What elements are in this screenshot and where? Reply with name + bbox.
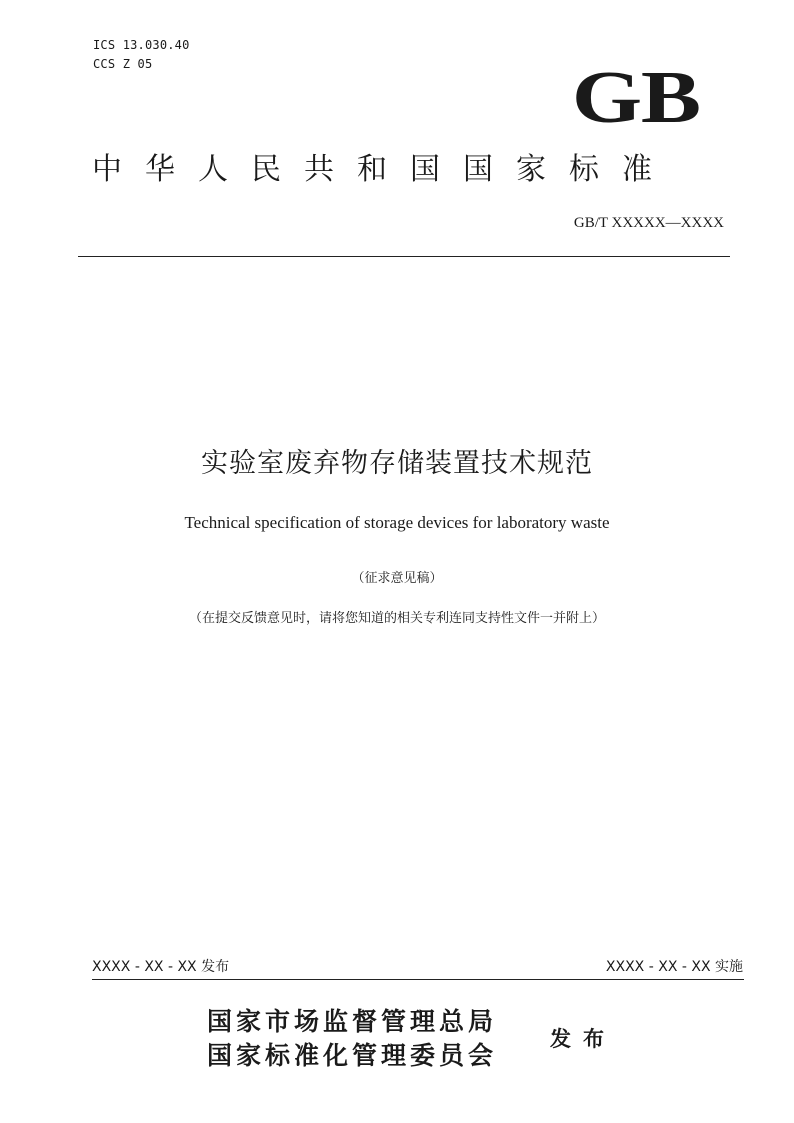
issuer-sac: 国家标准化管理委员会 — [207, 1041, 498, 1070]
publish-label: 发布 — [550, 1027, 616, 1051]
title-english: Technical specification of storage devices for laboratory waste — [184, 513, 610, 532]
standard-number: GB/T XXXXX—XXXX — [573, 215, 724, 231]
classification-codes — [93, 36, 190, 74]
ics-code: ICS 13.030.40 — [93, 38, 190, 52]
issuer-samr: 国家市场监督管理总局 — [207, 1007, 498, 1036]
nation-standard-heading: 中华人民共和国国家标准 — [92, 152, 675, 187]
title-chinese: 实验室废弃物存储装置技术规范 — [201, 448, 593, 479]
gb-logo: GB — [571, 57, 700, 139]
effective-date: XXXX - XX - XX 实施 — [605, 959, 743, 975]
ccs-code: CCS Z 05 — [93, 57, 153, 71]
issuing-authorities — [207, 1005, 497, 1073]
submission-note: （在提交反馈意见时，请将您知道的相关专利连同支持性文件一并附上） — [188, 611, 605, 626]
issue-date: XXXX - XX - XX 发布 — [92, 959, 230, 975]
draft-label: （征求意见稿） — [351, 571, 443, 586]
bottom-divider — [92, 979, 744, 980]
top-divider — [78, 256, 730, 257]
